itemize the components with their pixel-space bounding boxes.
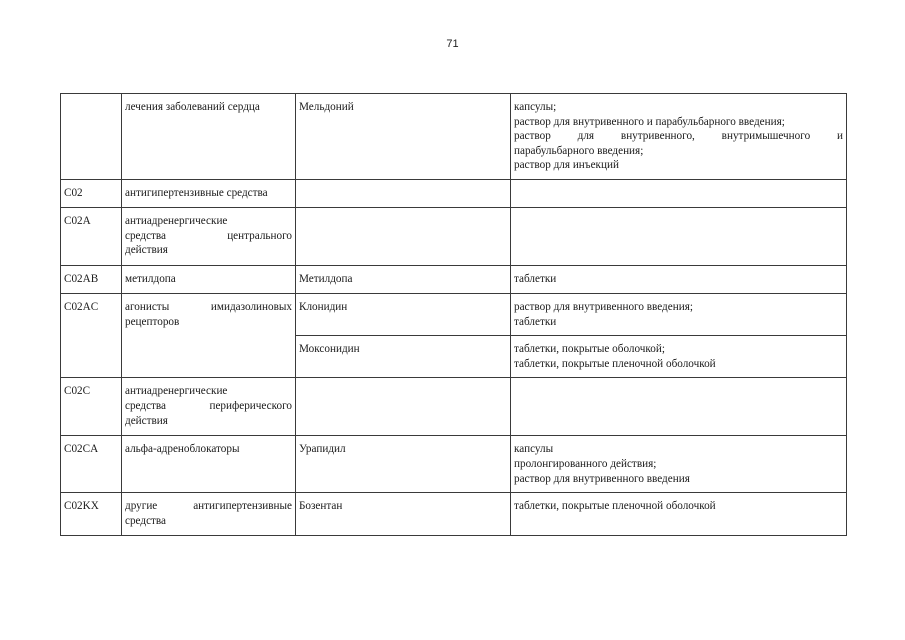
group-line: антиадренергические [125, 215, 228, 227]
atc-code-cell: C02CA [61, 436, 122, 493]
dosage-forms-cell [511, 436, 847, 493]
substance-cell [296, 208, 511, 266]
dosage-forms-cell [511, 493, 847, 535]
group-line: средства центрального [125, 229, 292, 242]
group-line: действия [125, 414, 168, 427]
group-cell: лечения заболеваний сердца [122, 94, 296, 180]
substance-cell: Урапидил [296, 436, 511, 493]
atc-code-cell: C02C [61, 378, 122, 436]
substance-cell: Клонидин [296, 294, 511, 336]
dosage-forms-cell [511, 208, 847, 266]
group-line: другие антигипертензивные [125, 500, 292, 513]
dosage-form-line: парабульбарного введения; [514, 144, 644, 157]
substance-cell [296, 378, 511, 436]
atc-code-cell: C02AB [61, 266, 122, 294]
group-line: агонисты имидазолиновых [125, 301, 292, 313]
dosage-forms-cell [511, 266, 847, 294]
atc-code-cell: C02AC [61, 294, 122, 378]
table-row [61, 378, 847, 436]
dosage-form-line: таблетки [514, 273, 557, 285]
drug-classification-table [60, 93, 847, 536]
substance-cell: Мельдоний [296, 94, 511, 180]
dosage-form-line: капсулы [514, 443, 554, 456]
group-line: рецепторов [125, 315, 180, 328]
dosage-form-line: раствор для внутривенного введения [514, 472, 690, 485]
dosage-form-line: таблетки [514, 315, 557, 328]
page-number: 71 [446, 38, 459, 50]
table-row [61, 180, 847, 208]
table-row [61, 493, 847, 535]
dosage-forms-cell [511, 94, 847, 180]
group-cell [122, 208, 296, 266]
group-cell [122, 378, 296, 436]
table-row [61, 266, 847, 294]
dosage-form-line: таблетки, покрытые оболочкой; [514, 343, 665, 356]
group-line: средства периферического [125, 399, 292, 412]
dosage-forms-cell [511, 294, 847, 336]
group-cell [122, 294, 296, 378]
substance-cell [296, 180, 511, 208]
dosage-form-line: таблетки, покрытые пленочной оболочкой [514, 500, 716, 513]
substance-cell: Бозентан [296, 493, 511, 535]
table-row [61, 294, 847, 336]
group-cell: альфа-адреноблокаторы [122, 436, 296, 493]
atc-code-cell [61, 94, 122, 180]
group-line: антиадренергические [125, 385, 228, 398]
group-cell: антигипертензивные средства [122, 180, 296, 208]
dosage-forms-cell [511, 378, 847, 436]
dosage-form-line: таблетки, покрытые пленочной оболочкой [514, 357, 716, 370]
table-row [61, 436, 847, 493]
atc-code-cell: C02A [61, 208, 122, 266]
substance-cell: Моксонидин [296, 336, 511, 378]
dosage-form-line: раствор для внутривенного, внутримышечного и [514, 130, 843, 143]
atc-code-cell: C02 [61, 180, 122, 208]
dosage-form-line: капсулы; [514, 101, 557, 113]
dosage-form-line: раствор для инъекций [514, 159, 619, 172]
group-line: действия [125, 244, 168, 257]
dosage-form-line: раствор для внутривенного и парабульбарного введения; [514, 115, 785, 128]
dosage-form-line: пролонгированного действия; [514, 457, 657, 470]
atc-code-cell: C02KX [61, 493, 122, 535]
dosage-forms-cell [511, 180, 847, 208]
dosage-forms-cell [511, 336, 847, 378]
group-cell [122, 493, 296, 535]
group-cell: метилдопа [122, 266, 296, 294]
dosage-form-line: раствор для внутривенного введения; [514, 301, 693, 313]
group-line: средства [125, 514, 167, 527]
table-row [61, 208, 847, 266]
table-row [61, 94, 847, 180]
substance-cell: Метилдопа [296, 266, 511, 294]
